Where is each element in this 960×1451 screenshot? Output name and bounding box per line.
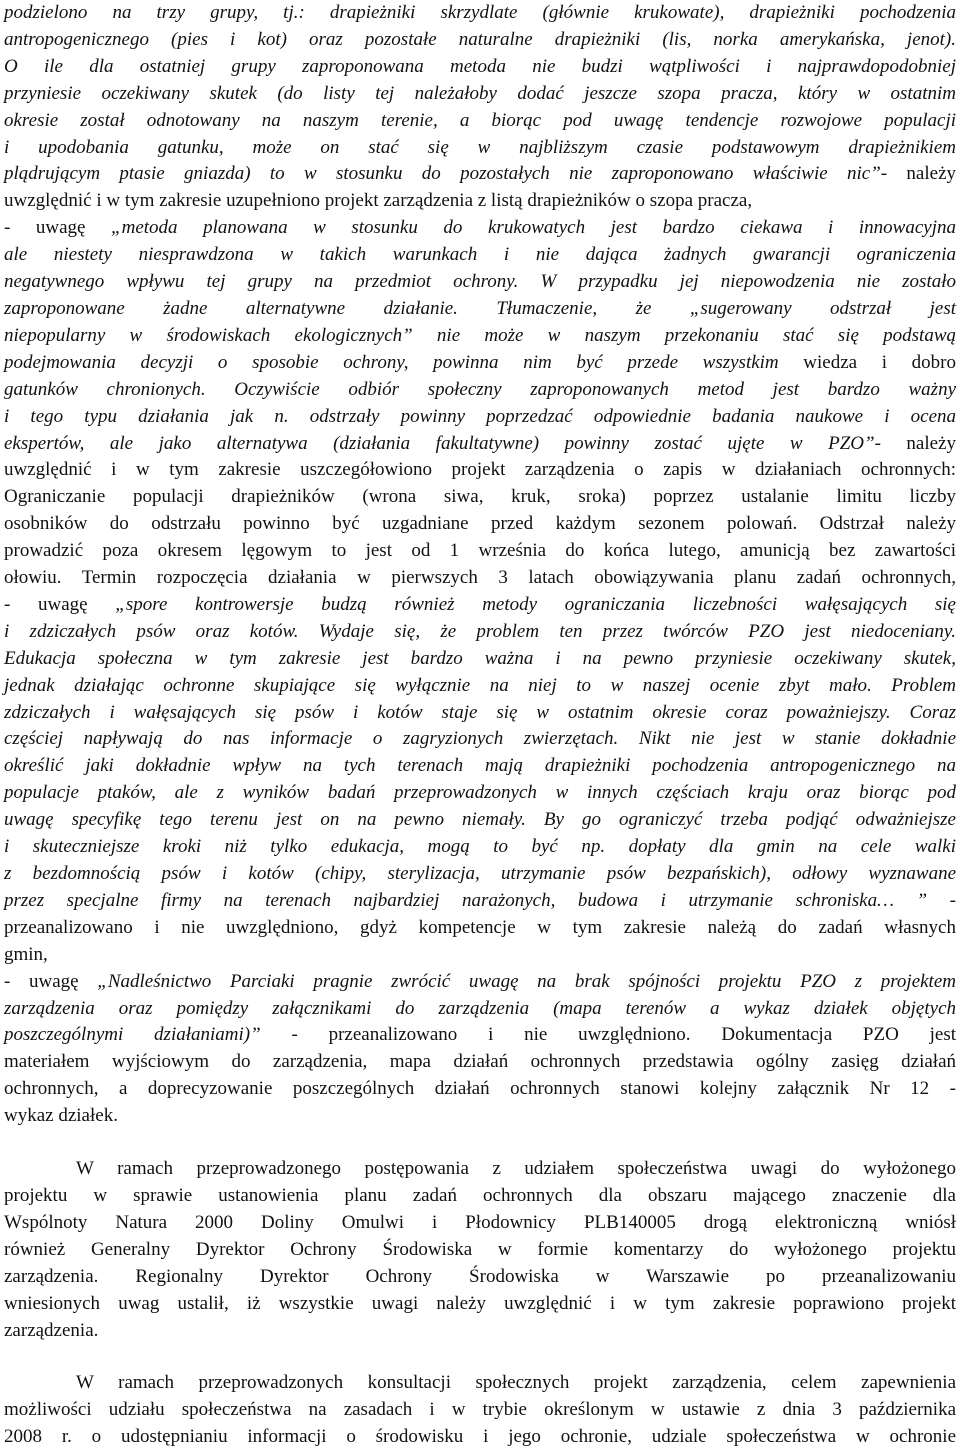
quoted-italic-text: podzielono na trzy grupy, tj.: drapieżniki skrzydlate (głównie krukowate), drapieżniki pochodzenia [4,2,956,23]
text-line [4,404,956,431]
quoted-italic-text: i skuteczniejsze kroki niż tylko edukacja, mogą to być np. dopłaty dla gmin na cele walki [4,836,956,858]
text-line [4,996,956,1023]
text-line [4,753,956,780]
body-text: Ograniczanie populacji drapieżników (wrona siwa, kruk, sroka) poprzez ustalanie limitu liczby [4,486,956,508]
body-text: wniesionych uwag ustalił, iż wszystkie uwagi należy uwzględnić i w tym zakresie poprawiono projekt [4,1292,956,1314]
body-text: - [927,889,956,911]
text-line [4,81,956,108]
text-line [4,1318,956,1345]
text-line [4,296,956,323]
text-line [4,1370,956,1397]
text-line [4,135,956,162]
body-text: przeanalizowano i nie uwzględniono, gdyż kompetencje w tym zakresie należą do zadań własnych [4,916,956,938]
text-line [4,323,956,350]
body-text: materiałem wyjściowym do zarządzenia, mapa działań ochronnych przedstawia ogólny zasięg działań [4,1051,956,1073]
paragraph-public-participation [4,1156,956,1344]
text-line [4,646,956,673]
text-line [4,377,956,404]
quoted-italic-text: z bezdomnością psów i kotów (chipy, sterylizacja, utrzymanie psów bezpańskich), odłowy wyznawane [4,863,956,884]
text-line [4,1397,956,1424]
quoted-italic-text: zarządzenia oraz pomiędzy załącznikami do zarządzenia (mapa terenów a wykaz działek objętych [4,997,956,1019]
text-line [4,0,956,27]
text-line [4,1022,956,1049]
quoted-italic-text: niepopularny w środowiskach ekologicznych” nie może w naszym przekonaniu stać się podstawą [4,324,956,346]
text-line [4,861,956,888]
body-text: - należy [880,163,957,185]
body-text: wiedza i dobro [778,351,956,373]
text-line [4,915,956,942]
body-text: zarządzenia. [4,1319,99,1341]
text-line [4,350,956,377]
quoted-italic-text: ekspertów, ale jako alternatywa (działania fakultatywne) powinny zostać ujęte w PZO” [4,432,875,454]
quoted-italic-text: „Nadleśnictwo Parciaki pragnie zwrócić uwagę na brak spójności projektu PZO z projektem [97,970,956,992]
text-line [4,511,956,538]
text-line [4,592,956,619]
body-text: - uwagę [4,593,116,615]
text-line [4,457,956,484]
quoted-italic-text: przyniesie oczekiwany skutek (do listy tej należałoby dodać jeszcze szopa pracza, który w ostatnim [4,82,956,104]
text-line [4,431,956,458]
quoted-italic-text: określić jaki dokładnie wpływ na tych terenach mają drapieżniki pochodzenia antropogenicznego na [4,755,956,777]
text-line [4,538,956,565]
text-line [4,188,956,215]
quoted-italic-text: Edukacja społeczna w tym zakresie jest bardzo ważna i na pewno przyniesie oczekiwany skutek, [4,647,956,669]
quoted-italic-text: i upodobania gatunku, może on stać się w najbliższym czasie podstawowym drapieżnikiem [4,136,956,158]
text-line [4,1424,956,1451]
body-text: wykaz działek. [4,1105,118,1127]
body-text: - przeanalizowano i nie uwzględniono. Dokumentacja PZO jest [260,1024,956,1046]
body-text: prowadzić poza okresem lęgowym to jest od 1 września do końca lutego, amunicją bez zawartości [4,540,956,562]
quoted-italic-text: zaproponowane żadne alternatywne działanie. Tłumaczenie, że „sugerowany odstrzał jest [4,297,956,319]
paragraph-comments [4,0,956,1130]
body-text: 2008 r. o udostępnianiu informacji o środowisku i jego ochronie, udziale społeczeństwa w ochronie [4,1426,956,1448]
body-text: zarządzenia. Regionalny Dyrektor Ochrony Środowiska w Warszawie po przeanalizowaniu [4,1265,956,1287]
text-line [4,1049,956,1076]
text-line [4,1210,956,1237]
text-line [4,27,956,54]
quoted-italic-text: zdziczałych i wałęsających się psów i kotów staje się w ostatnim okresie coraz poważniejszy. Coraz [4,701,956,723]
text-line [4,1156,956,1183]
text-line [4,54,956,81]
quoted-italic-text: plądrującym ptasie gniazda) to w stosunku do pozostałych nie zaproponowano właściwie nic” [4,163,881,185]
body-text: Wspólnoty Natura 2000 Doliny Omulwi i Płodownicy PLB140005 drogą elektroniczną wniósł [4,1211,956,1233]
body-text: gmin, [4,943,48,965]
text-line [4,834,956,861]
quoted-italic-text: negatywnego wpływu tej grupy na przedmiot ochrony. W przypadku jej niepowodzenia nie zostało [4,271,956,293]
quoted-italic-text: i tego typu działania jak n. odstrzały powinny poprzedzać odpowiednie badania naukowe i ocena [4,405,956,427]
quoted-italic-text: uwagę specyfikę tego terenu jest on na pewno niemały. By go ograniczyć trzeba podjąć odważniejsze [4,809,956,831]
quoted-italic-text: okresie został odnotowany na naszym terenie, a biorąc pod uwagę tendencje rozwojowe populacji [4,109,956,131]
body-text: projektu w sprawie ustanowienia planu zadań ochronnych dla obszaru mającego znaczenie dla [4,1184,956,1206]
text-line [4,673,956,700]
text-line [4,161,956,188]
body-text: - uwagę [4,970,98,992]
text-line [4,269,956,296]
quoted-italic-text: częściej napływają do nas informacje o zagryzionych zwierzętach. Nikt nie jest w stanie dokładnie [4,728,956,750]
text-line [4,619,956,646]
quoted-italic-text: antropogenicznego (pies i kot) oraz pozostałe naturalne drapieżniki (lis, norka amerykańska, jenot). [4,28,956,50]
body-text: - należy [874,432,956,454]
body-text: również Generalny Dyrektor Ochrony Środowiska w formie komentarzy do wyłożonego projektu [4,1238,956,1260]
text-line [4,726,956,753]
text-line [4,215,956,242]
body-text: uwzględnić i w tym zakresie uzupełniono projekt zarządzenia z listą drapieżników o szopa pracza, [4,190,753,212]
text-line [4,969,956,996]
quoted-italic-text: jednak działając ochronne skupiające się wyłącznie na niej to w naszej ocenie zbyt mało. Problem [4,674,956,696]
text-line [4,1183,956,1210]
quoted-italic-text: i zdziczałych psów oraz kotów. Wydaje się, że problem ten przez twórców PZO jest niedoceniany. [4,620,956,642]
text-line [4,242,956,269]
body-text: ołowiu. Termin rozpoczęcia działania w pierwszych 3 latach obowiązywania planu zadań ochronnych, [4,567,956,589]
text-line [4,942,956,969]
body-text: możliwości udziału społeczeństwa na zasadach i w trybie określonym w ustawie z dnia 3 października [4,1399,956,1421]
text-line [4,888,956,915]
quoted-italic-text: „spore kontrowersje budzą również metody ograniczania liczebności wałęsających się [115,593,956,615]
quoted-italic-text: O ile dla ostatniej grupy zaproponowana metoda nie budzi wątpliwości i najprawdopodobniej [4,55,956,77]
text-line [4,484,956,511]
quoted-italic-text: poszczególnymi działaniami)” [4,1024,261,1046]
quoted-italic-text: populacje ptaków, ale z wyników badań przeprowadzonych w innych częściach kraju oraz biorąc pod [4,782,956,804]
text-line [4,108,956,135]
text-line [4,1291,956,1318]
body-text: W ramach przeprowadzonego postępowania z udziałem społeczeństwa uwagi do wyłożonego [76,1158,956,1180]
quoted-italic-text: ale niestety niesprawdzona w takich warunkach i nie dająca żadnych gwarancji ograniczenia [4,244,956,266]
quoted-italic-text: przez specjalne firmy na terenach najbardziej narażonych, budowa i utrzymanie schroniska… ” [4,889,928,911]
body-text: W ramach przeprowadzonych konsultacji społecznych projekt zarządzenia, celem zapewnienia [76,1372,956,1394]
text-line [4,780,956,807]
text-line [4,1076,956,1103]
quoted-italic-text: „metoda planowana w stosunku do krukowatych jest bardzo ciekawa i innowacyjna [111,217,956,239]
text-line [4,1237,956,1264]
body-text: uwzględnić i w tym zakresie uszczegółowiono projekt zarządzenia o zapis w działaniach ochronnych: [4,459,956,481]
text-line [4,807,956,834]
body-text: - uwagę [4,217,112,239]
text-line [4,1264,956,1291]
text-line [4,1103,956,1130]
body-text: ochronnych, a doprecyzowanie poszczególnych działań ochronnych stanowi kolejny załącznik Nr 12 - [4,1078,956,1100]
text-line [4,700,956,727]
quoted-italic-text: gatunków chronionych. Oczywiście odbiór społeczny zaproponowanych metod jest bardzo ważny [4,378,956,400]
quoted-italic-text: podejmowania decyzji o sposobie ochrony, powinna nim być przede wszystkim [4,351,779,373]
paragraph-consultations [4,1370,956,1451]
text-line [4,565,956,592]
body-text: osobników do odstrzału powinno być uzgadniane przed każdym sezonem polowań. Odstrzał należy [4,513,956,535]
